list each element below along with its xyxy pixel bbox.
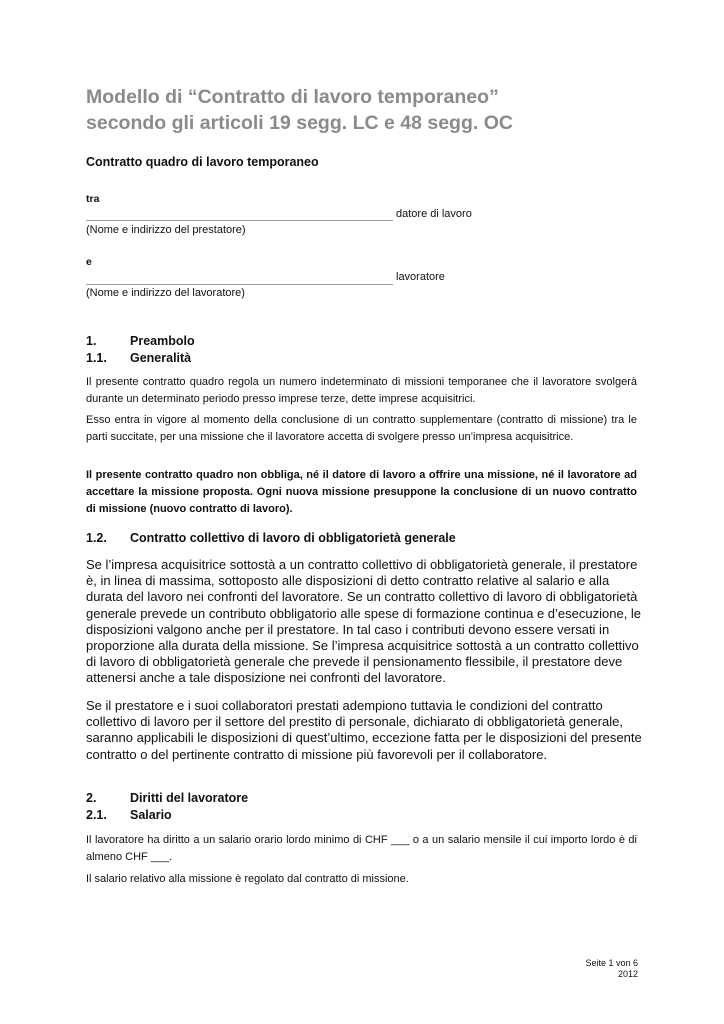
section-2-1-heading <box>86 808 172 822</box>
section-1-2-title: Contratto collettivo di lavoro di obbligatorietà generale <box>130 531 456 545</box>
worker-note: (Nome e indirizzo del lavoratore) <box>86 287 245 299</box>
e-label: e <box>86 256 92 268</box>
section-1-number: 1. <box>86 334 97 348</box>
section-1-1-paragraph-2: Esso entra in vigore al momento della conclusione di un contratto supplementare (contratto di missione) tra le parti succitate, per una missione che il lavoratore accetta di svolgere presso un’impresa acquisitrice. <box>86 414 637 443</box>
section-1-2-number: 1.2. <box>86 531 107 545</box>
section-2-1-title: Salario <box>130 808 172 822</box>
section-1-2-paragraph-2: Se il prestatore e i suoi collaboratori prestati adempiono tuttavia le condizioni del contratto collettivo di lavoro per il settore del prestito di personale, dichiarato di obbligatorietà generale, saranno applicabili le disposizioni di quest’ultimo, eccezione fatta per le disposizioni del presente contratto o del pertinente contratto di missione più favorevoli per il collaboratore. <box>86 698 642 762</box>
employer-role-label: datore di lavoro <box>396 208 472 220</box>
page-number: Seite 1 von 6 <box>585 958 638 968</box>
tra-label: tra <box>86 193 100 205</box>
employer-note: (Nome e indirizzo del prestatore) <box>86 224 246 236</box>
section-1-1-title: Generalità <box>130 351 192 365</box>
section-2-title: Diritti del lavoratore <box>130 791 249 805</box>
worker-role-label: lavoratore <box>396 271 445 283</box>
worker-blank-line <box>86 270 393 285</box>
page-footer <box>585 958 638 980</box>
section-1-title: Preambolo <box>130 334 195 348</box>
section-1-2-paragraph-1: Se l’impresa acquisitrice sottostà a un contratto collettivo di obbligatorietà generale, il prestatore è, in linea di massima, sottoposto alle disposizioni di detto contratto relative al salario e alla durata del lavoro nei confronti del lavoratore. Se un contratto collettivo di lavoro di obbligatorietà generale prevede un contributo obbligatorio alle spese di formazione continua e d’esecuzione, le disposizioni valgono anche per il prestatore. In tal caso i contributi devono essere versati in proporzione alla durata della missione. Se l’impresa acquisitrice sottostà a un contratto collettivo di lavoro di obbligatorietà generale che prevede il pensionamento flessibile, il prestatore deve attenersi anche a tale disposizione nei confronti del lavoratore. <box>86 557 642 686</box>
section-1-1-paragraph-1: Il presente contratto quadro regola un numero indeterminato di missioni temporanee che il lavoratore svolgerà durante un determinato periodo presso imprese terze, dette imprese acquisitrici. <box>86 376 637 405</box>
section-1-1-heading <box>86 351 191 365</box>
section-2-1-paragraph-1: Il lavoratore ha diritto a un salario orario lordo minimo di CHF ___ o a un salario mensile il cui importo lordo è di almeno CHF ___. <box>86 834 637 863</box>
employer-blank-line <box>86 206 393 221</box>
section-1-1-number: 1.1. <box>86 351 107 365</box>
title-line-1: Modello di “Contratto di lavoro temporaneo” <box>86 86 499 108</box>
section-1-heading <box>86 334 195 348</box>
section-2-1-number: 2.1. <box>86 808 107 822</box>
footer-year: 2012 <box>617 969 638 979</box>
section-2-1-paragraph-2: Il salario relativo alla missione è regolato dal contratto di missione. <box>86 873 409 885</box>
section-1-2-heading <box>86 531 456 545</box>
title-line-2: secondo gli articoli 19 segg. LC e 48 segg. OC <box>86 112 513 134</box>
document-title <box>86 84 666 136</box>
document-subtitle: Contratto quadro di lavoro temporaneo <box>86 155 319 169</box>
section-2-number: 2. <box>86 791 97 805</box>
section-2-heading <box>86 791 248 805</box>
section-1-1-paragraph-3: Il presente contratto quadro non obbliga, né il datore di lavoro a offrire una missione, né il lavoratore ad accettare la missione proposta. Ogni nuova missione presuppone la conclusione di un nuovo contratto di missione (nuovo contratto di lavoro). <box>86 469 637 515</box>
